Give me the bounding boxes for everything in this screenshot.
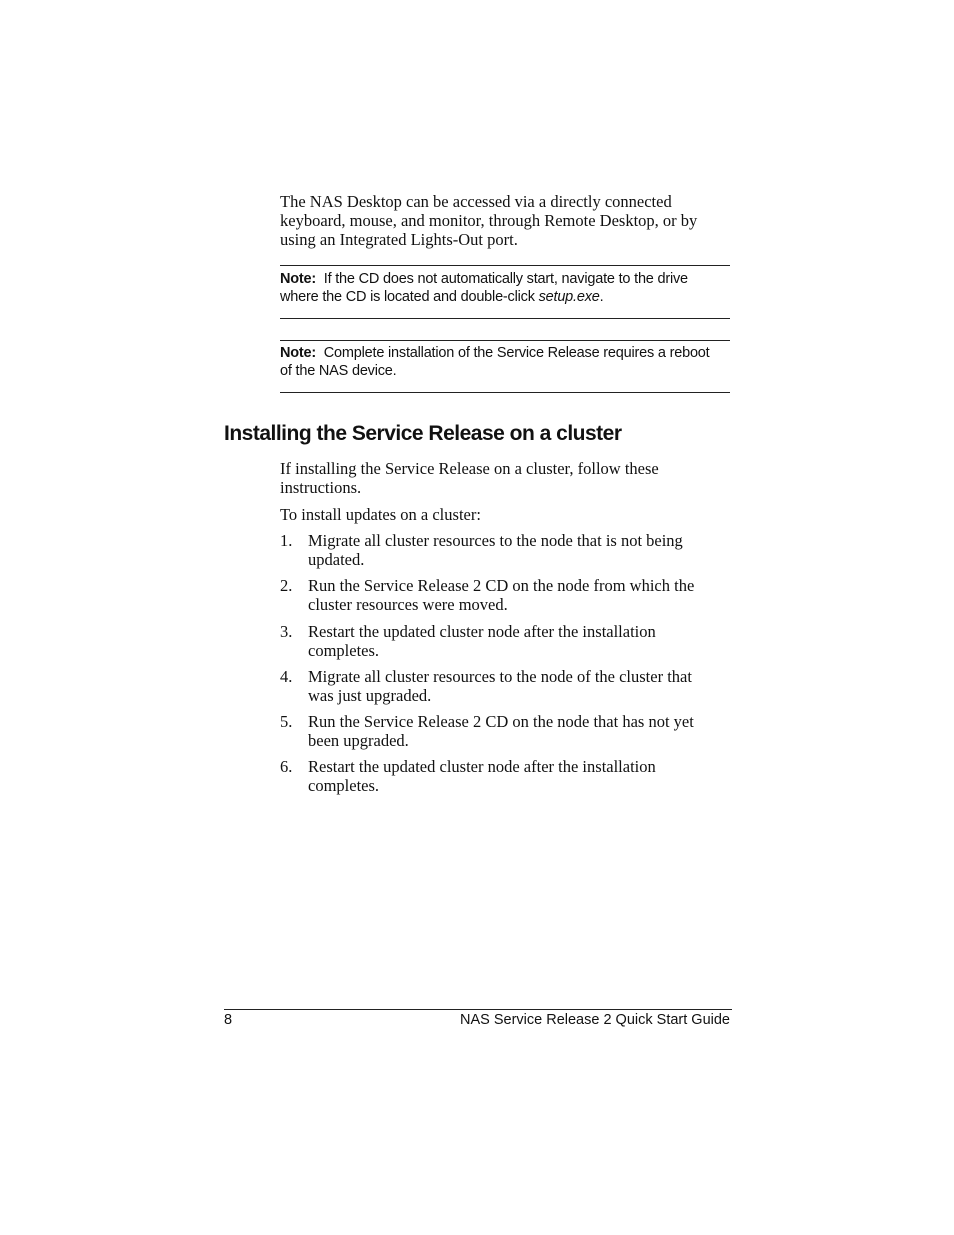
page-number: 8 [224,1012,233,1028]
setup-exe-filename: setup.exe [538,288,600,305]
intro-line: using an Integrated Lights-Out port. [280,230,518,249]
paragraph-line: If installing the Service Release on a cluster, follow these [280,459,659,478]
step-number: 1. [280,531,293,550]
note-setup [280,271,735,306]
step-line: Restart the updated cluster node after the installation [308,622,656,641]
step-line: Migrate all cluster resources to the node that is not being [308,531,683,550]
note-text: . [599,288,604,305]
note-text: of the NAS device. [280,362,397,379]
step-line: Run the Service Release 2 CD on the node from which the [308,576,695,595]
note-text: where the CD is located and double-click [280,288,539,305]
step-number: 4. [280,667,293,686]
note-top-rule [280,340,730,341]
paragraph-line: instructions. [280,478,362,497]
step-number: 6. [280,757,293,776]
section-lead-in: To install updates on a cluster: [280,505,481,524]
step-line: Run the Service Release 2 CD on the node that has not yet [308,712,694,731]
step-line: Restart the updated cluster node after the installation [308,757,656,776]
step-number: 3. [280,622,293,641]
note-bottom-rule [280,392,730,393]
footer-title: NAS Service Release 2 Quick Start Guide [460,1012,730,1028]
section-heading: Installing the Service Release on a cluster [224,422,622,445]
step-number: 2. [280,576,293,595]
note-label: Note: [280,345,317,361]
step-line: updated. [308,550,365,569]
note-text: If the CD does not automatically start, navigate to the drive [323,271,688,287]
note-label: Note: [280,271,317,287]
note-top-rule [280,265,730,266]
note-reboot [280,345,735,380]
step-line: completes. [308,641,380,660]
intro-paragraph [280,192,740,249]
note-text: Complete installation of the Service Release requires a reboot [323,345,710,361]
section-paragraph [280,459,740,497]
footer-rule [224,1009,732,1010]
step-number: 5. [280,712,293,731]
note-bottom-rule [280,318,730,319]
intro-line: The NAS Desktop can be accessed via a directly connected [280,192,672,211]
step-line: been upgraded. [308,731,409,750]
intro-line: keyboard, mouse, and monitor, through Remote Desktop, or by [280,211,698,230]
step-line: was just upgraded. [308,686,432,705]
step-line: completes. [308,776,380,795]
step-line: Migrate all cluster resources to the node of the cluster that [308,667,692,686]
step-line: cluster resources were moved. [308,595,508,614]
